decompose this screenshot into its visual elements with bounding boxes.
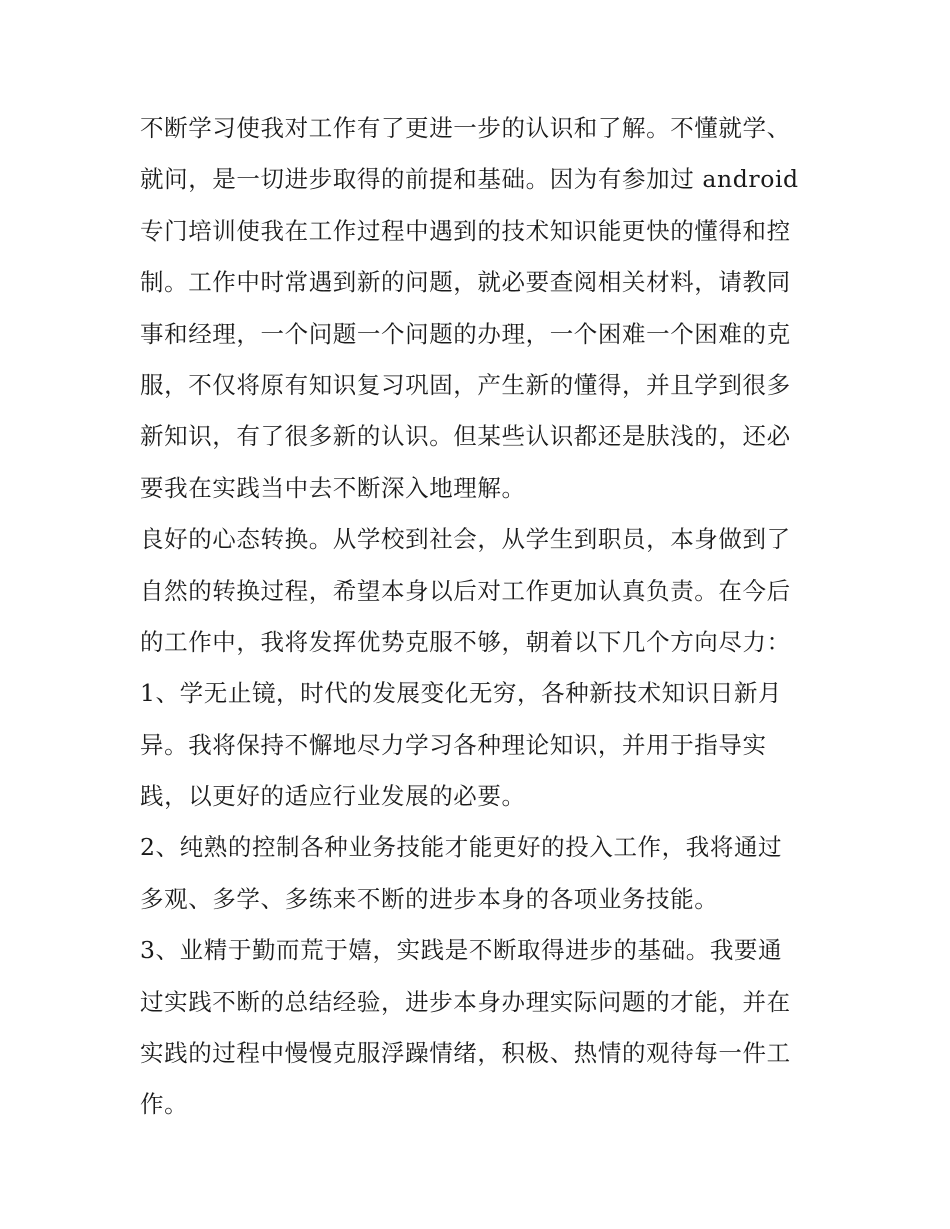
body-text [140,103,812,1131]
text-line: 多观、多学、多练来不断的进步本身的各项业务技能。 [140,884,719,913]
text-line: 1、学无止镜，时代的发展变化无穷，各种新技术知识日新月 [140,679,783,708]
text-line: 实践的过程中慢慢克服浮躁情绪，积极、热情的观待每一件工 [140,1039,791,1068]
text-line: 不断学习使我对工作有了更进一步的认识和了解。不懂就学、 [140,114,791,142]
text-line: 要我在实践当中去不断深入地理解。 [140,473,526,502]
text-line: 自然的转换过程，希望本身以后对工作更加认真负责。在今后 [140,576,791,605]
text-line: 制。工作中时常遇到新的问题，就必要查阅相关材料，请教同 [140,268,791,297]
text-line: 事和经理，一个问题一个问题的办理，一个困难一个困难的克 [140,319,791,348]
text-line: 的工作中，我将发挥优势克服不够，朝着以下几个方向尽力： [140,627,791,656]
text-line: 3、业精于勤而荒于嬉，实践是不断取得进步的基础。我要通 [140,936,783,965]
text-line: 践，以更好的适应行业发展的必要。 [140,782,526,811]
text-line: 良好的心态转换。从学校到社会，从学生到职员，本身做到了 [140,525,791,554]
text-line: 作。 [140,1090,189,1119]
text-line: 异。我将保持不懈地尽力学习各种理论知识，并用于指导实 [140,730,767,759]
text-line: 2、纯熟的控制各种业务技能才能更好的投入工作，我将通过 [140,833,783,862]
text-line: 专门培训使我在工作过程中遇到的技术知识能更快的懂得和控 [140,216,791,245]
text-line: 过实践不断的总结经验，进步本身办理实际问题的才能，并在 [140,987,791,1016]
text-line: 就问，是一切进步取得的前提和基础。因为有参加过 android [140,165,799,194]
text-line: 服，不仅将原有知识复习巩固，产生新的懂得，并且学到很多 [140,370,791,399]
text-line: 新知识，有了很多新的认识。但某些认识都还是肤浅的，还必 [140,422,791,451]
